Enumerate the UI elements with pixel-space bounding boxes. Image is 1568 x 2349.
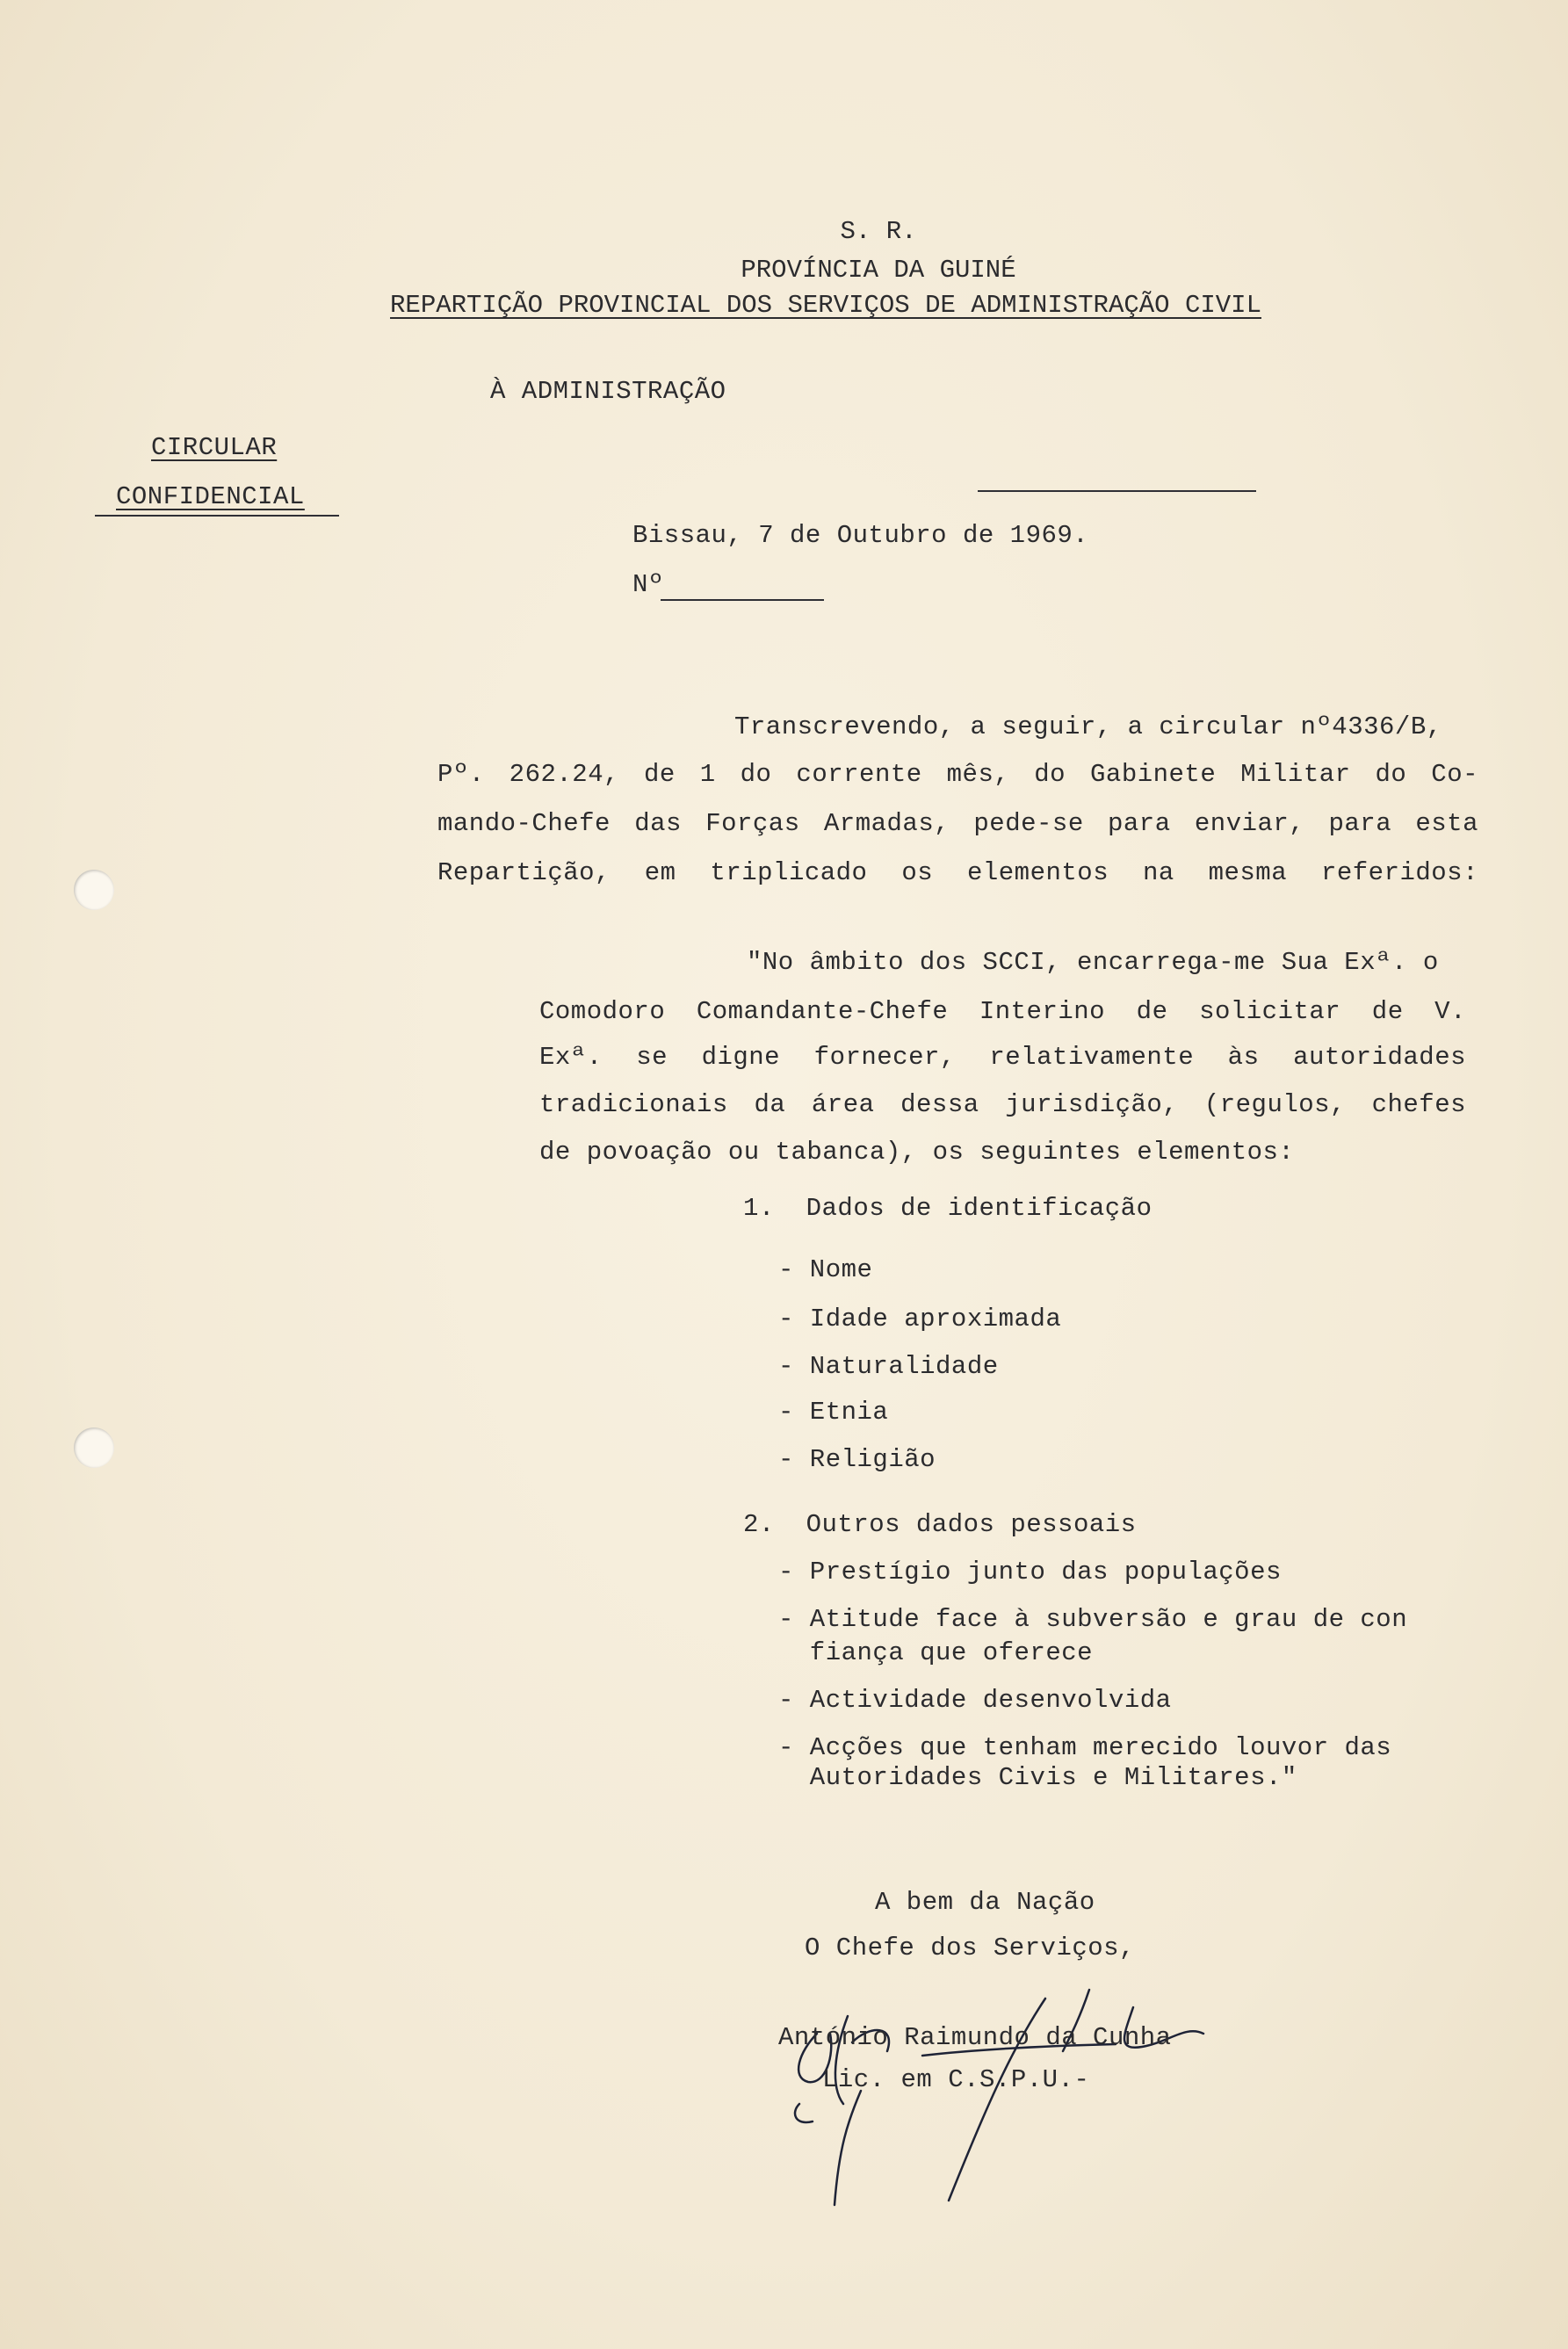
section2-item: - Atitude face à subversão e grau de con <box>778 1605 1408 1634</box>
section2-item: - Actividade desenvolvida <box>778 1686 1172 1715</box>
signatory-name: António Raimundo da Cunha <box>778 2023 1172 2052</box>
closing-salutation: A bem da Nação <box>875 1888 1095 1917</box>
quote-line-4: tradicionais da área dessa jurisdição, (regulos, chefes <box>539 1090 1466 1119</box>
section2-item: Autoridades Civis e Militares." <box>778 1763 1297 1792</box>
quote-line-1: "No âmbito dos SCCI, encarrega-me Sua Exª. o <box>747 948 1439 977</box>
section1-item: - Religião <box>778 1445 936 1474</box>
header-sr: S. R. <box>840 217 917 246</box>
confidential-label: CONFIDENCIAL <box>116 482 305 511</box>
header-province: PROVÍNCIA DA GUINÉ <box>741 256 1016 285</box>
section1-item: - Naturalidade <box>778 1352 999 1381</box>
quote-line-5: de povoação ou tabanca), os seguintes elementos: <box>539 1138 1295 1167</box>
reference-rule <box>978 490 1256 492</box>
addressee: À ADMINISTRAÇÃO <box>490 377 726 406</box>
signatory-title: Lic. em C.S.P.U.- <box>822 2065 1090 2094</box>
body-line-4: Repartição, em triplicado os elementos na mesma referidos: <box>437 858 1478 887</box>
closing-role: O Chefe dos Serviços, <box>805 1933 1135 1962</box>
circular-label: CIRCULAR <box>151 433 278 462</box>
date-line: Bissau, 7 de Outubro de 1969. <box>632 521 1089 550</box>
section1-item: - Nome <box>778 1255 873 1284</box>
quote-line-2: Comodoro Comandante-Chefe Interino de solicitar de V. <box>539 997 1466 1026</box>
section2-item: - Prestígio junto das populações <box>778 1558 1282 1586</box>
body-line-1: Transcrevendo, a seguir, a circular nº4336/B, <box>734 712 1442 741</box>
header-department: REPARTIÇÃO PROVINCIAL DOS SERVIÇOS DE ADMINISTRAÇÃO CIVIL <box>390 291 1261 320</box>
handwritten-signature <box>764 1972 1256 2236</box>
number-rule <box>661 599 824 601</box>
section2-item: fiança que oferece <box>778 1638 1094 1667</box>
section1-item: - Idade aproximada <box>778 1305 1062 1334</box>
section2-title: 2. Outros dados pessoais <box>743 1510 1137 1539</box>
section1-title: 1. Dados de identificação <box>743 1194 1153 1223</box>
section1-item: - Etnia <box>778 1398 889 1427</box>
punch-hole-bottom <box>74 1427 114 1468</box>
number-label: Nº <box>632 570 664 599</box>
punch-hole-top <box>74 870 114 910</box>
body-line-3: mando-Chefe das Forças Armadas, pede-se para enviar, para esta <box>437 809 1478 838</box>
section2-item: - Acções que tenham merecido louvor das <box>778 1733 1392 1762</box>
quote-line-3: Exª. se digne fornecer, relativamente às autoridades <box>539 1043 1466 1072</box>
body-line-2: Pº. 262.24, de 1 do corrente mês, do Gabinete Militar do Co- <box>437 760 1478 789</box>
confidential-underline <box>95 515 339 517</box>
